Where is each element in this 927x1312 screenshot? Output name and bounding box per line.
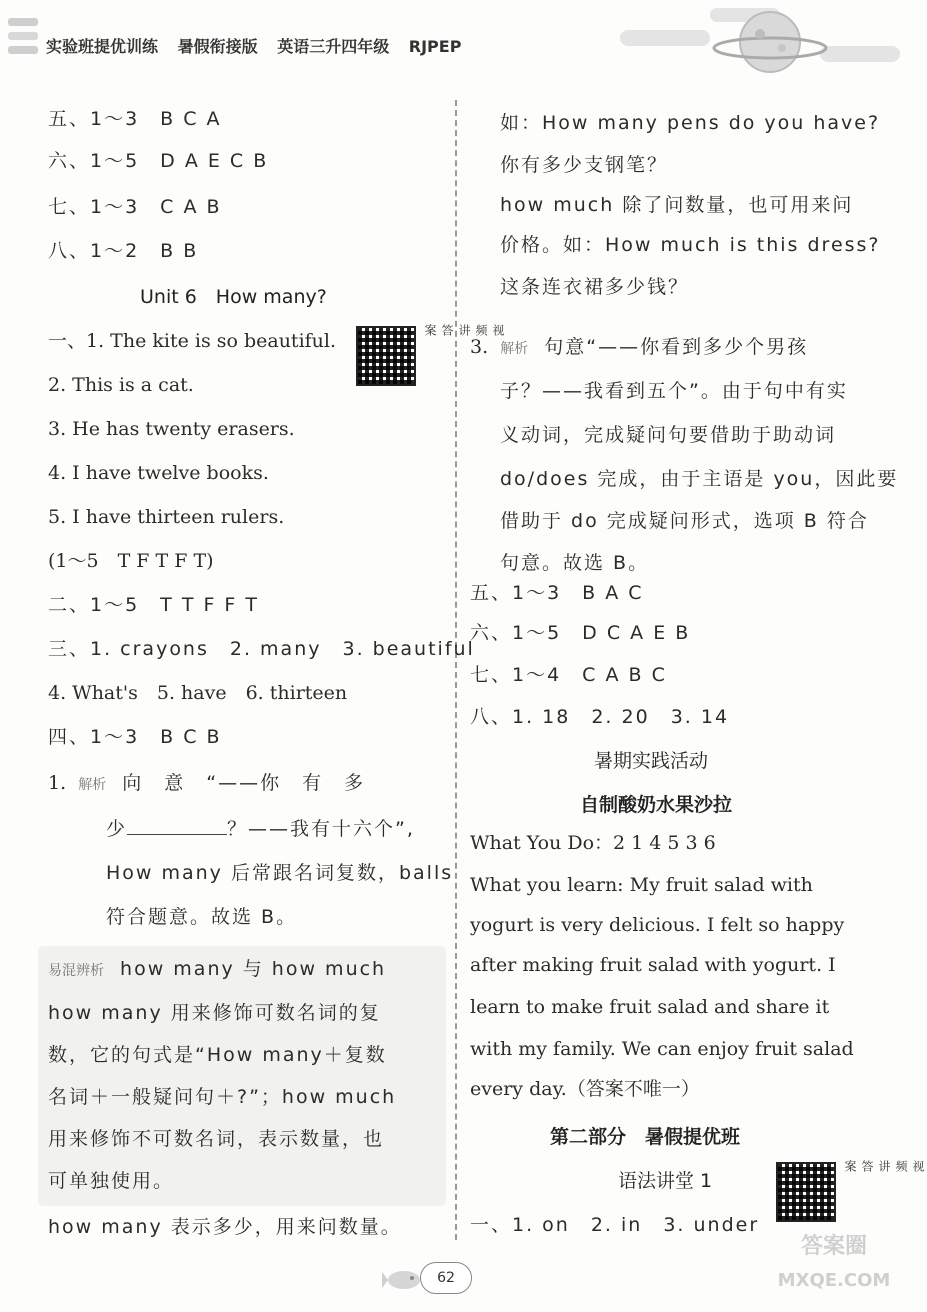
- analysis-line: 符合题意。故选 B。: [106, 906, 298, 928]
- activity-line: What you learn: My fruit salad with: [470, 874, 813, 896]
- activity-line: after making fruit salad with yogurt. I: [470, 954, 836, 976]
- note-line: [48, 956, 386, 984]
- answer-line: 七、1～4 C A B C: [470, 664, 667, 686]
- note-line: 用来修饰不可数名词，表示数量，也: [48, 1128, 385, 1150]
- activity-line: every day.（答案不唯一）: [470, 1078, 700, 1100]
- answer-line: 六、1～5 D A E C B: [48, 150, 269, 172]
- answer-line: 八、1～2 B B: [48, 240, 199, 262]
- note-line: 数，它的句式是“How many＋复数: [48, 1044, 387, 1066]
- qr-code-icon[interactable]: [356, 326, 416, 386]
- analysis-line: 句意。故选 B。: [500, 552, 650, 574]
- header-edition: 暑假衔接版: [177, 37, 258, 56]
- note-line: 如：How many pens do you have?: [500, 112, 881, 134]
- watermark-url: MXQE.COM: [777, 1270, 891, 1291]
- note-line: how much 除了问数量，也可用来问: [500, 194, 854, 216]
- answer-line: 2. This is a cat.: [48, 374, 194, 396]
- analysis-line: [470, 334, 808, 362]
- unit-title: Unit 6 How many?: [140, 286, 327, 308]
- answer-line: 3. He has twenty erasers.: [48, 418, 295, 440]
- analysis-line: do/does 完成，由于主语是 you，因此要: [500, 468, 899, 490]
- answer-blank: [127, 816, 227, 835]
- note-line: 你有多少支钢笔？: [500, 154, 669, 176]
- answer-line: 一、1. on 2. in 3. under: [470, 1214, 760, 1236]
- activity-line: with my family. We can enjoy fruit salad: [470, 1038, 854, 1060]
- analysis-number: 1.: [48, 772, 67, 794]
- answer-line: (1～5 T F T F T): [48, 550, 214, 572]
- note-line: 这条连衣裙多少钱？: [500, 276, 690, 298]
- answer-line: 八、1. 18 2. 20 3. 14: [470, 706, 730, 728]
- analysis-line: How many 后常跟名词复数，balls: [106, 862, 454, 884]
- analysis-text: ？——我有十六个”,: [227, 818, 415, 840]
- lesson-title: 语法讲堂 1: [618, 1170, 713, 1192]
- note-line: 价格。如：How much is this dress?: [500, 234, 881, 256]
- analysis-line: [106, 816, 415, 842]
- mix-note-box: [38, 946, 446, 1206]
- series-logo-icon: [6, 14, 42, 60]
- header-title: [46, 34, 475, 57]
- note-line: how many 表示多少，用来问数量。: [48, 1216, 402, 1238]
- analysis-text: 少: [106, 818, 128, 840]
- page-header: [0, 0, 900, 80]
- header-series: 实验班提优训练: [46, 37, 159, 56]
- qr-code-icon[interactable]: [776, 1162, 836, 1222]
- note-line: how many 用来修饰可数名词的复: [48, 1002, 381, 1024]
- analysis-number: 3.: [470, 336, 489, 358]
- answer-line: 三、1. crayons 2. many 3. beautiful: [48, 638, 475, 660]
- answer-line: 四、1～3 B C B: [48, 726, 222, 748]
- activity-subtitle: 自制酸奶水果沙拉: [580, 794, 733, 816]
- analysis-line: 借助于 do 完成疑问形式，选项 B 符合: [500, 510, 869, 532]
- header-version: RJPEP: [408, 37, 462, 56]
- activity-title: 暑期实践活动: [594, 750, 709, 772]
- watermark: [774, 1230, 894, 1310]
- watermark-text: 答案圈: [800, 1234, 867, 1259]
- answer-line: 五、1～3 B A C: [470, 582, 644, 604]
- fish-icon: [382, 1266, 422, 1296]
- analysis-line: [48, 770, 365, 798]
- note-tag: 易混辨析: [48, 963, 104, 979]
- activity-line: learn to make fruit salad and share it: [470, 996, 830, 1018]
- analysis-line: 子？——我看到五个”。由于句中有实: [500, 380, 848, 402]
- column-divider: [455, 100, 457, 1240]
- analysis-tag: 解析: [78, 777, 107, 793]
- activity-line: yogurt is very delicious. I felt so happy: [470, 914, 845, 936]
- answer-line: 七、1～3 C A B: [48, 196, 222, 218]
- analysis-line: 义动词，完成疑问句要借助于助动词: [500, 424, 837, 446]
- activity-line: What You Do：2 1 4 5 3 6: [470, 832, 716, 854]
- answer-line: 一、1. The kite is so beautiful.: [48, 330, 337, 352]
- answer-line: 六、1～5 D C A E B: [470, 622, 691, 644]
- note-line: 可单独使用。: [48, 1170, 175, 1192]
- answer-line: 5. I have thirteen rulers.: [48, 506, 285, 528]
- note-line: 名词＋一般疑问句＋?”；how much: [48, 1086, 397, 1108]
- part-title: 第二部分 暑假提优班: [550, 1126, 741, 1148]
- qr-label: 视频讲答案: [843, 1160, 925, 1173]
- answer-line: 4. What's 5. have 6. thirteen: [48, 682, 348, 704]
- qr-label: 视频讲答案: [423, 324, 505, 337]
- answer-line: 五、1～3 B C A: [48, 108, 222, 130]
- analysis-text: 向 意 “——你 有 多: [122, 772, 366, 794]
- analysis-text: 句意“——你看到多少个男孩: [544, 336, 809, 358]
- answer-line: 二、1～5 T T F F T: [48, 594, 260, 616]
- page-number: 62: [420, 1262, 472, 1294]
- header-subject: 英语三升四年级: [277, 37, 390, 56]
- analysis-tag: 解析: [500, 341, 529, 357]
- note-text: how many 与 how much: [120, 958, 387, 980]
- answer-line: 4. I have twelve books.: [48, 462, 269, 484]
- planet-illustration-icon: [700, 0, 900, 80]
